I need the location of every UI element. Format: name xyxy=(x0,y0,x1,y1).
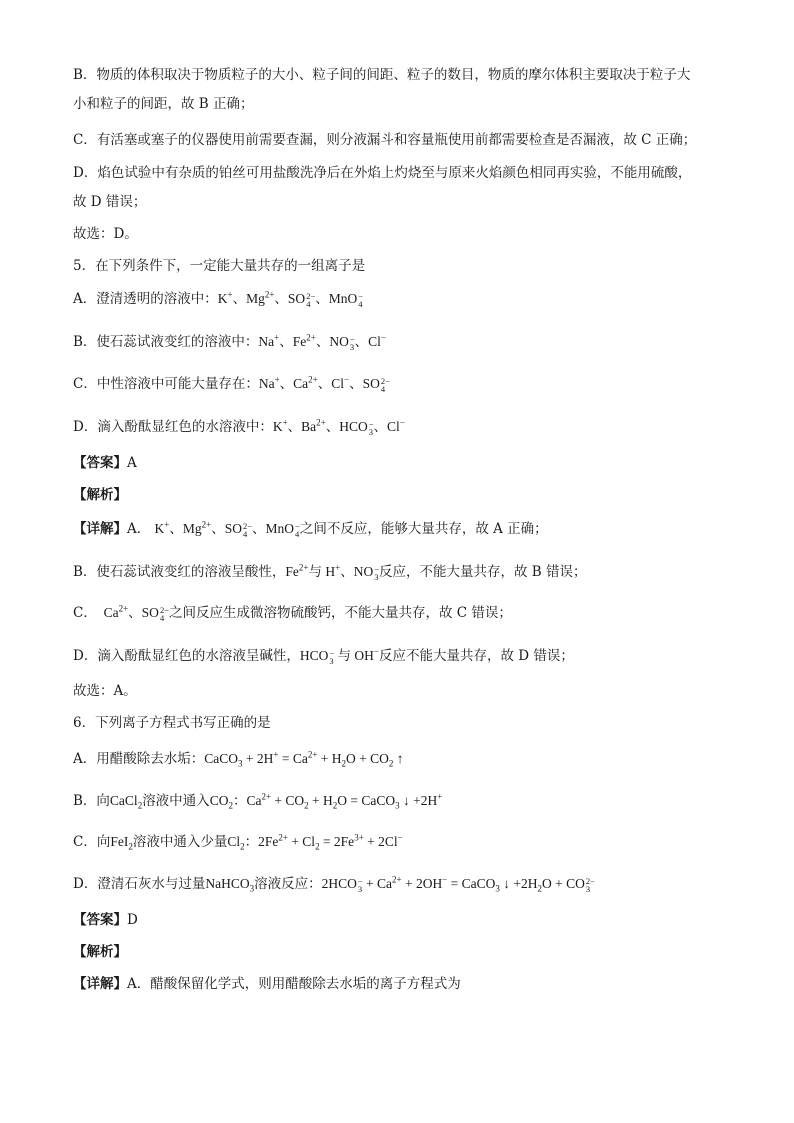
text-line: 小和粒子的间距，故 B 正确； xyxy=(73,96,254,112)
question-6-option-b: B．向CaCl$_2$溶液中通入$CO_2$：$Ca^{2+} + CO_2 + H_2O$ = CaCO$_3$ ↓ +2H+ xyxy=(73,791,443,811)
analysis-6-heading: 【解析】 xyxy=(73,944,127,960)
question-6-option-a: A．用醋酸除去水垢：CaCO$_3$ + $2H^+ = Ca^{2+} + H_2O + CO_2$ ↑ xyxy=(73,749,404,769)
selection-5: 故选：A。 xyxy=(73,683,137,699)
text-line: C．有活塞或塞子的仪器使用前需要查漏，则分液漏斗和容量瓶使用前都需要检查是否漏液，故 C 正确； xyxy=(73,132,697,148)
question-5-option-b: B．使石蕊试液变红的溶液中：Na+、$Fe^{2+}$、NO − 3 、Cl− xyxy=(73,332,386,352)
analysis-5-heading: 【解析】 xyxy=(73,487,127,503)
explanation-5-d: D．滴入酚酞显红色的水溶液呈碱性，HCO − 3 与 OH−反应不能大量共存，故 D 错误； xyxy=(73,646,574,666)
answer-5: 【答案】A xyxy=(73,455,137,471)
question-5-stem: 5．在下列条件下，一定能大量共存的一组离子是 xyxy=(73,258,366,274)
text-line: 故 D 错误； xyxy=(73,194,147,210)
question-5-option-a: A．澄清透明的溶液中：K+、$Mg^{2+}$、SO 2− 4 、MnO − 4 xyxy=(73,289,364,309)
question-6-option-c: C．向FeI$_2$溶液中通入少量$Cl_2$：$2Fe^{2+} + Cl_2 = 2Fe^{3+} + 2Cl^-$ xyxy=(73,832,403,852)
question-5-option-d: D．滴入酚酞显红色的水溶液中：K+、$Ba^{2+}$、HCO − 3 、Cl− xyxy=(73,417,405,437)
explanation-5-a: 【详解】A． K+、$Mg^{2+}$、SO 2− 4 、MnO − 4 之间不反应，能够大量共存，故 A 正确； xyxy=(73,519,548,539)
text-line: 故选：D。 xyxy=(73,226,138,242)
explanation-5-b: B．使石蕊试液变红的溶液呈酸性，$Fe^{2+}$与 H+、NO − 3 反应，不能大量共存，故 B 错误； xyxy=(73,562,587,582)
question-5-option-c: C．中性溶液中可能大量存在：Na+、$Ca^{2+}$、Cl−、SO 2− 4 xyxy=(73,374,390,394)
explanation-6-a: 【详解】A．醋酸保留化学式，则用醋酸除去水垢的离子方程式为 xyxy=(73,976,461,992)
question-6-option-d: D．澄清石灰水与过量NaHCO$_3$溶液反应：2HCO − 3 + $Ca^{2+} + 2OH^-$ = CaCO$_3$ ↓ $+2H_2O$ + CO 2− 3 xyxy=(73,874,595,894)
answer-6: 【答案】D xyxy=(73,912,138,928)
question-6-stem: 6．下列离子方程式书写正确的是 xyxy=(73,715,271,731)
text-line: B．物质的体积取决于物质粒子的大小、粒子间的间距、粒子的数目，物质的摩尔体积主要取决于粒子大 xyxy=(73,67,691,83)
explanation-5-c: C． $Ca^{2+}$、SO 2− 4 之间反应生成微溶物硫酸钙，不能大量共存，故 C 错误； xyxy=(73,603,512,623)
text-line: D．焰色试验中有杂质的铂丝可用盐酸洗净后在外焰上灼烧至与原来火焰颜色相同再实验，不能用硫酸， xyxy=(73,165,692,181)
